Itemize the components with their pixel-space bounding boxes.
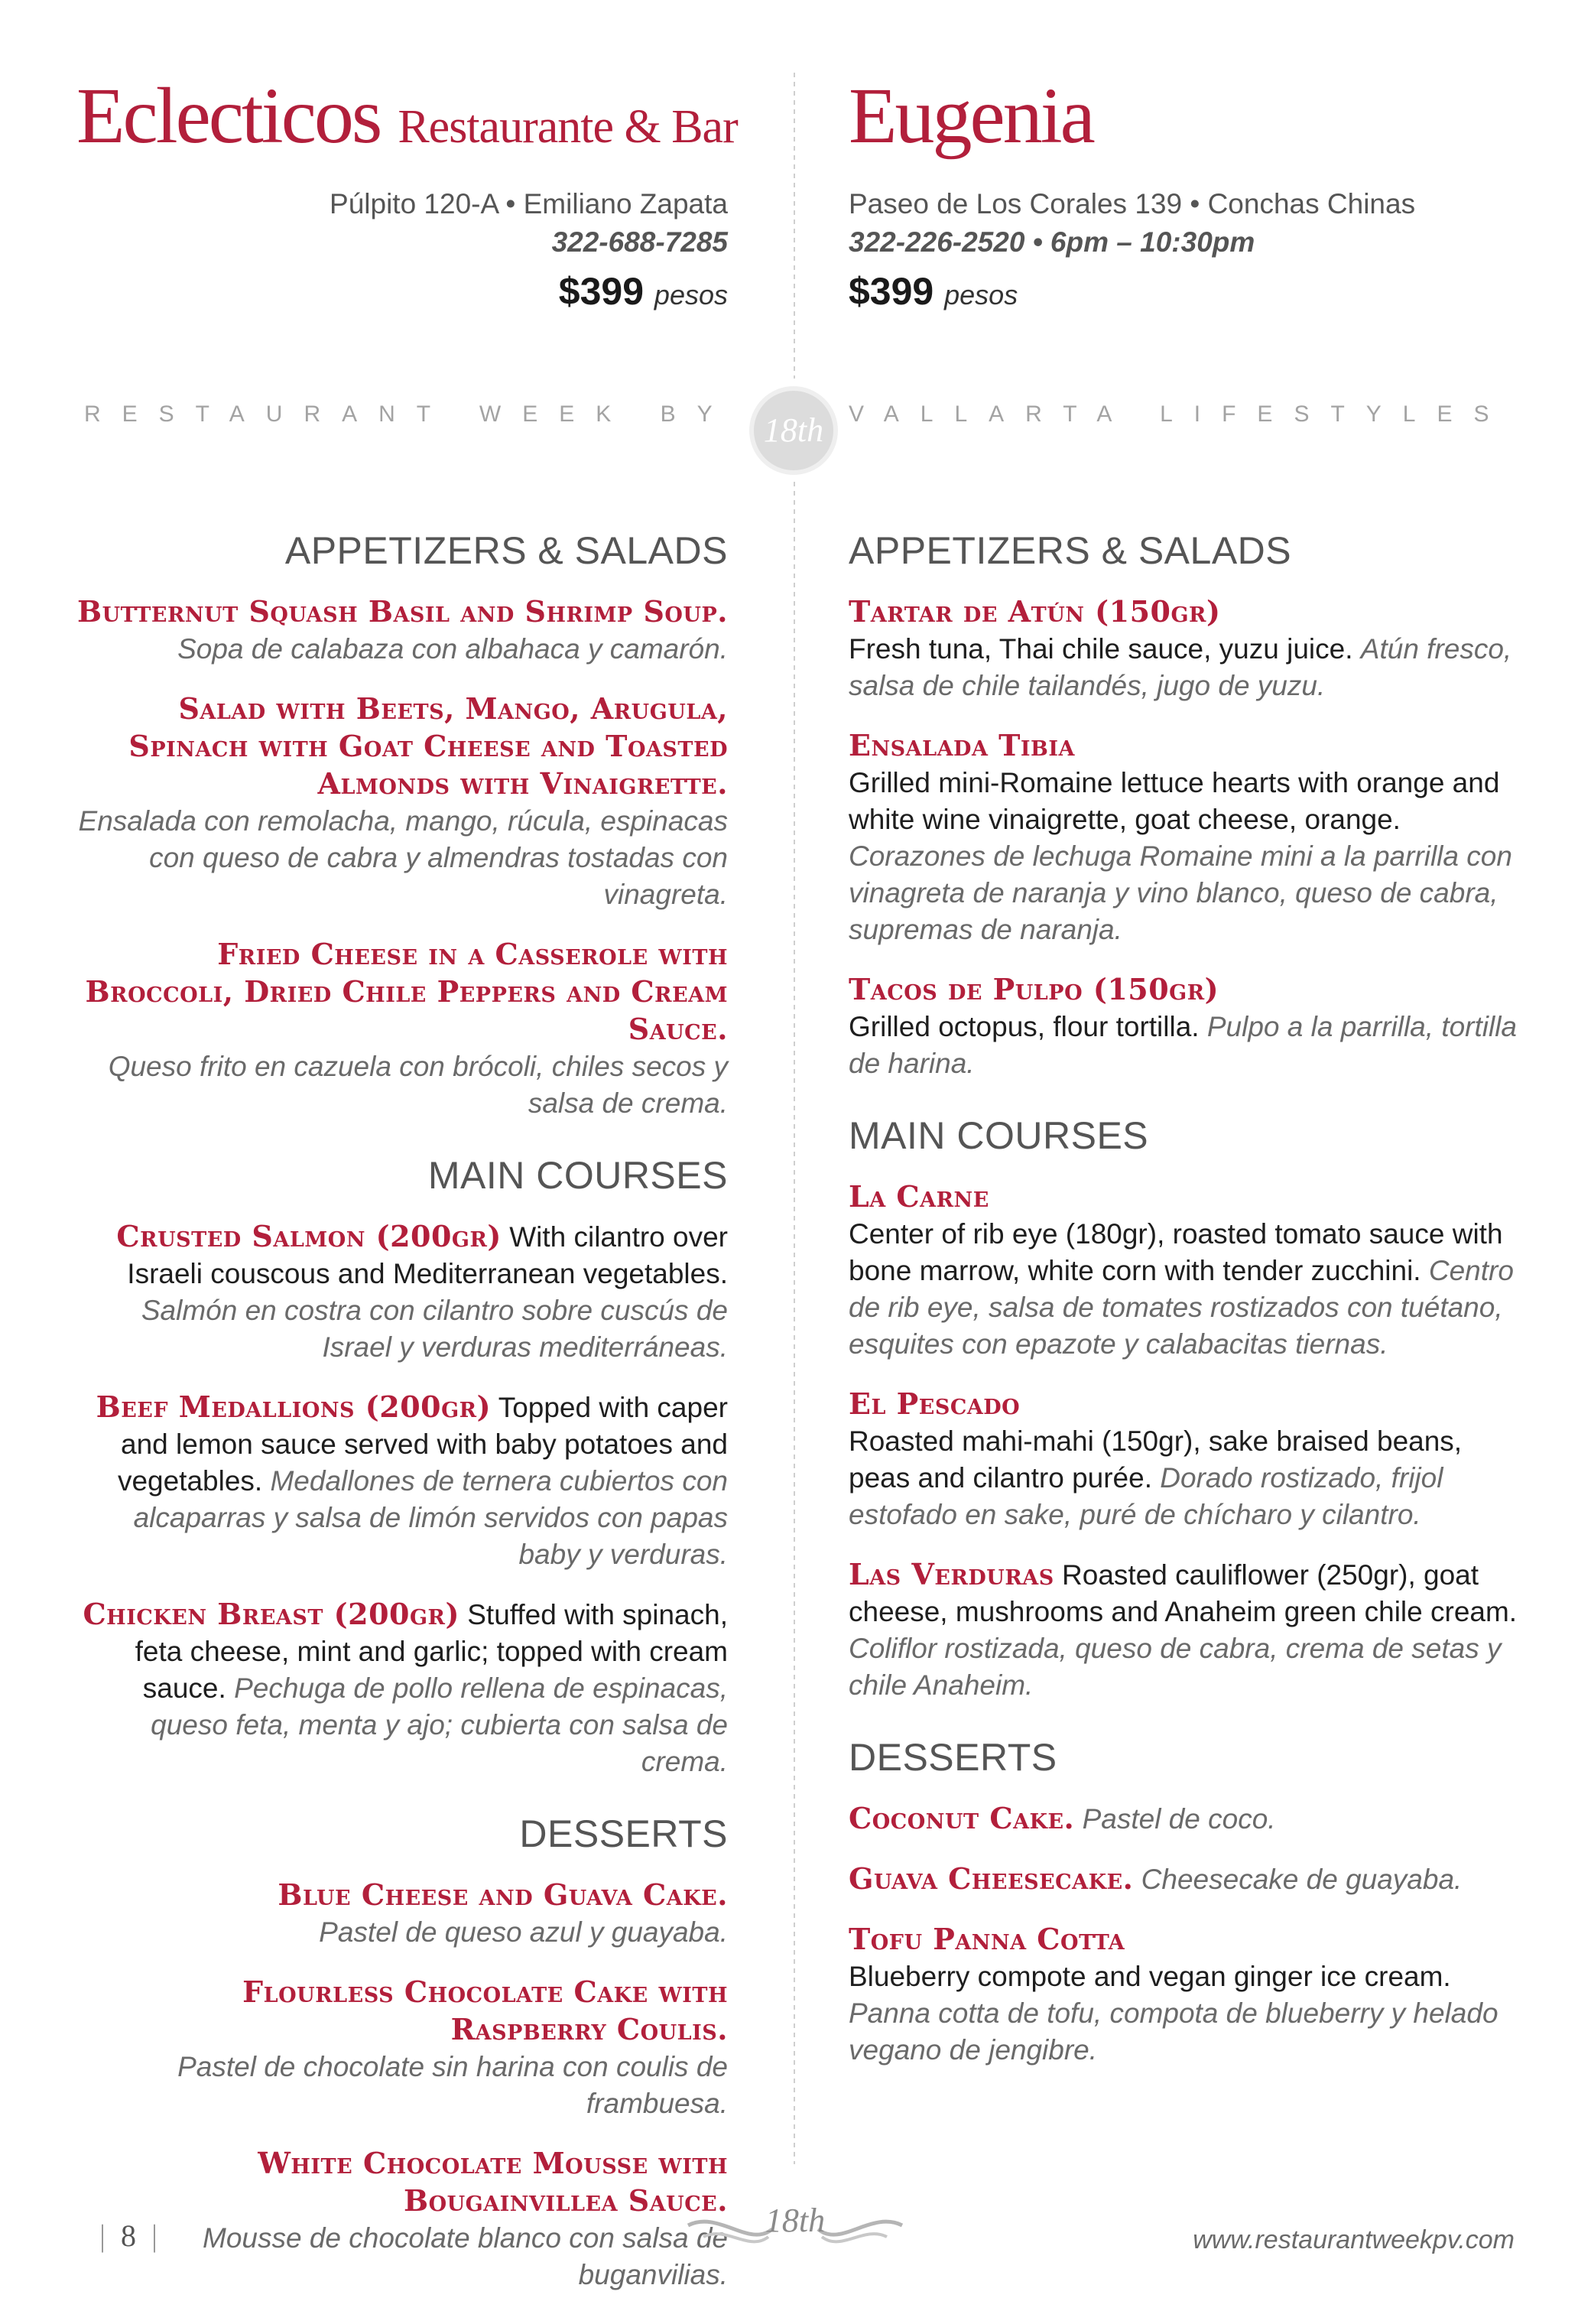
page-number: | 8 | (99, 2218, 158, 2253)
price-unit: pesos (654, 279, 728, 310)
footer-logo-text: 18th (765, 2202, 826, 2239)
menu-item (76, 1974, 728, 2122)
menu-item-translation: Sopa de calabaza con albahaca y camarón. (177, 633, 728, 665)
menu-item-translation: Salmón en costra con cilantro sobre cuscús de Israel y verduras mediterráneas. (141, 1295, 728, 1363)
menu-item (849, 1178, 1521, 1363)
menu-item-translation: Panna cotta de tofu, compota de blueberry y helado vegano de jengibre. (849, 1997, 1498, 2066)
menu-item-name: Blue Cheese and Guava Cake. (278, 1877, 728, 1912)
section-title: MAIN COURSES (849, 1114, 1149, 1157)
column-divider-top (794, 73, 795, 379)
restaurant-name (76, 72, 738, 160)
price-value: $399 (849, 270, 934, 313)
edition-badge: 18th (749, 386, 838, 475)
restaurant-address: Púlpito 120-A • Emiliano Zapata (330, 188, 728, 219)
menu-price (76, 269, 728, 314)
menu-item-description: Roasted cauliflower (250gr), goat cheese, mushrooms and Anaheim green chile cream. (849, 1559, 1518, 1627)
menu-item (849, 1800, 1521, 1838)
price-unit: pesos (944, 279, 1018, 310)
menu-item-translation: Dorado rostizado, frijol estofado en sake, puré de chícharo y cilantro. (849, 1462, 1443, 1530)
footer-logo (673, 2195, 917, 2264)
menu-item-name: Chicken Breast (200gr) (83, 1597, 459, 1631)
menu-item (76, 593, 728, 668)
menu-item (76, 1218, 728, 1366)
menu-item-name: El Pescado (849, 1386, 1021, 1421)
menu-item-translation: Atún fresco, salsa de chile tailandés, jugo de yuzu. (849, 633, 1512, 701)
menu-item-description: Blueberry compote and vegan ginger ice cream. (849, 1961, 1451, 1992)
menu-item-name: La Carne (849, 1179, 989, 1214)
page-number-value: 8 (121, 2218, 137, 2253)
menu-item-translation: Pechuga de pollo rellena de espinacas, queso feta, menta y ajo; cubierta con salsa de crema. (151, 1672, 728, 1777)
website-url[interactable]: www.restaurantweekpv.com (1193, 2225, 1515, 2254)
menu-item-name: Ensalada Tibia (849, 728, 1075, 762)
menu-item (76, 1596, 728, 1780)
left-restaurant-header (76, 72, 738, 314)
section-title: DESSERTS (849, 1736, 1057, 1779)
menu-item-name: Tartar de Atún (150gr) (849, 594, 1221, 629)
menu-item (849, 1861, 1521, 1898)
menu-item-description: Topped with caper and lemon sauce served with baby potatoes and vegetables. (117, 1392, 728, 1497)
menu-item-translation: Corazones de lechuga Romaine mini a la parrilla con vinagreta de naranja y vino blanco, queso de cabra, supremas de naranja. (849, 840, 1512, 945)
menu-item (849, 1386, 1521, 1533)
right-restaurant-header (849, 72, 1521, 314)
menu-item-description: Roasted mahi-mahi (150gr), sake braised beans, peas and cilantro purée. (849, 1425, 1463, 1494)
restaurant-address: Paseo de Los Corales 139 • Conchas Chinas (849, 188, 1416, 219)
menu-item-translation: Centro de rib eye, salsa de tomates rostizados con tuétano, esquites con epazote y calabacitas tiernas. (849, 1255, 1514, 1360)
menu-item (849, 727, 1521, 948)
menu-item-translation: Mousse de chocolate blanco con salsa de buganvilias. (203, 2222, 728, 2290)
restaurant-name-sub: Restaurante & Bar (398, 101, 738, 153)
menu-item-translation: Pastel de coco. (1082, 1803, 1276, 1835)
menu-item-name: Guava Cheesecake. (849, 1861, 1134, 1896)
menu-item-name: Salad with Beets, Mango, Arugula, Spinach with Goat Cheese and Toasted Almonds with Vinaigrette. (128, 691, 728, 801)
menu-item-translation: Cheesecake de guayaba. (1141, 1864, 1463, 1895)
menu-item-description: Grilled octopus, flour tortilla. (849, 1011, 1200, 1042)
menu-item-translation: Medallones de ternera cubiertos con alcaparras y salsa de limón servidos con papas baby y verduras. (133, 1465, 728, 1570)
menu-item-description: Center of rib eye (180gr), roasted tomato sauce with bone marrow, white corn with tender zucchini. (849, 1218, 1503, 1286)
menu-item-name: Coconut Cake. (849, 1801, 1075, 1835)
menu-item-name: Tofu Panna Cotta (849, 1922, 1125, 1956)
restaurant-name: Eugenia (849, 72, 1093, 160)
band-text-right: VALLARTA LIFESTYLES (849, 401, 1511, 427)
menu-item-translation: Pulpo a la parrilla, tortilla de harina. (849, 1011, 1518, 1079)
restaurant-phone: 322-688-7285 (551, 226, 728, 258)
menu-item-description: Stuffed with spinach, feta cheese, mint and garlic; topped with cream sauce. (135, 1599, 728, 1704)
menu-item-translation: Coliflor rostizada, queso de cabra, crema de setas y chile Anaheim. (849, 1633, 1502, 1701)
menu-item-name: Butternut Squash Basil and Shrimp Soup. (77, 594, 728, 629)
menu-item-translation: Queso frito en cazuela con brócoli, chiles secos y salsa de crema. (108, 1051, 728, 1119)
menu-item (76, 1389, 728, 1573)
menu-item-description: With cilantro over Israeli couscous and Mediterranean vegetables. (127, 1221, 728, 1289)
menu-item (849, 1556, 1521, 1704)
menu-item-translation: Ensalada con remolacha, mango, rúcula, espinacas con queso de cabra y almendras tostadas con vinagreta. (78, 805, 728, 910)
restaurant-name-main: Eclecticos (76, 72, 381, 160)
section-title: DESSERTS (519, 1812, 728, 1855)
right-menu (849, 528, 1521, 2099)
menu-item-translation: Pastel de chocolate sin harina con coulis de frambuesa. (177, 2051, 728, 2119)
price-value: $399 (558, 270, 645, 313)
menu-item-name: Flourless Chocolate Cake with Raspberry Coulis. (242, 1975, 728, 2046)
menu-price (849, 269, 1521, 314)
menu-item-description: Grilled mini-Romaine lettuce hearts with orange and white wine vinaigrette, goat cheese, orange. (849, 767, 1500, 835)
menu-item-name: Fried Cheese in a Casserole with Broccoli, Dried Chile Peppers and Cream Sauce. (85, 937, 728, 1046)
menu-item-translation: Pastel de queso azul y guayaba. (319, 1916, 728, 1948)
menu-item (849, 971, 1521, 1082)
left-menu (76, 528, 728, 2324)
menu-item (76, 691, 728, 913)
restaurant-phone: 322-226-2520 • 6pm – 10:30pm (849, 226, 1255, 258)
menu-item (849, 1921, 1521, 2069)
menu-item-description: Fresh tuna, Thai chile sauce, yuzu juice. (849, 633, 1353, 665)
menu-item-name: Beef Medallions (200gr) (96, 1390, 492, 1424)
band-text-left: RESTAURANT WEEK BY (84, 401, 734, 427)
menu-item-name: Tacos de Pulpo (150gr) (849, 972, 1219, 1006)
menu-item (76, 2145, 728, 2293)
section-title: APPETIZERS & SALADS (284, 529, 728, 572)
menu-item-name: Crusted Salmon (200gr) (116, 1219, 502, 1253)
menu-item (76, 1877, 728, 1951)
menu-item-name: White Chocolate Mousse with Bougainvillea Sauce. (258, 2146, 728, 2218)
section-title: APPETIZERS & SALADS (849, 529, 1292, 572)
menu-item-name: Las Verduras (849, 1557, 1054, 1591)
section-title: MAIN COURSES (427, 1154, 728, 1197)
menu-item (849, 593, 1521, 704)
column-divider (794, 482, 795, 2164)
menu-item (76, 936, 728, 1122)
restaurant-week-band (0, 386, 1591, 447)
